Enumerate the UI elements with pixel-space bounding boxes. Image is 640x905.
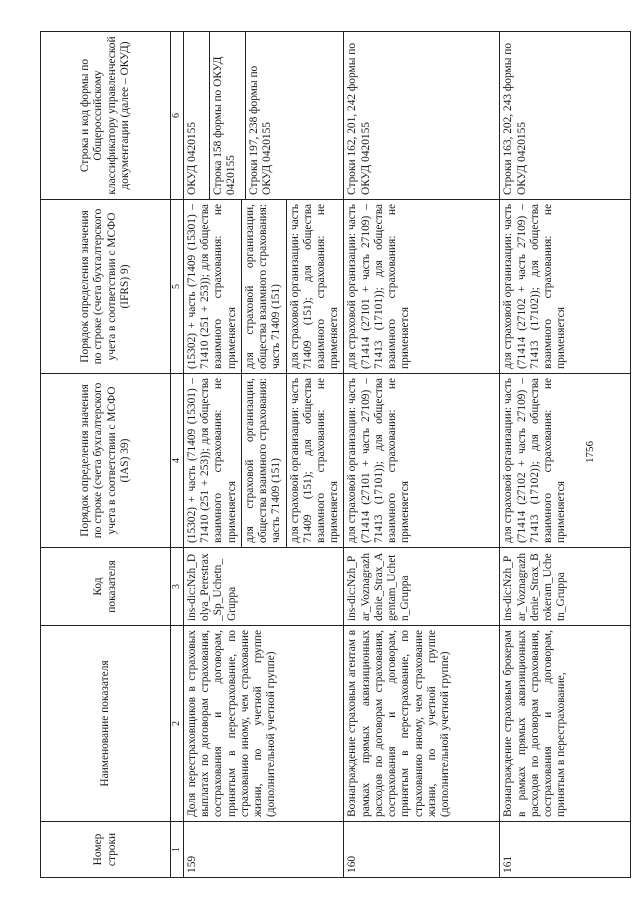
ias39-rule-part: для страховой организации, общества взаимного страхования: часть 71409 (151) [244,374,287,547]
okud-form [184,32,344,200]
ias39-rule: для страховой организации: часть (71414 (27102 + часть 27109) – 71413 (17102)); для общества взаимного страхования: не применяется [500,374,631,548]
okud-form-part: Строка 158 формы по ОКУД 0420155 [212,32,245,199]
okud-form: Строки 163, 202, 243 формы по ОКУД 0420155 [500,32,631,200]
header-indicator-name: Наименование показателя [41,626,171,822]
ifrs9-rule-part: для страховой организации, общества взаимного страхования: часть 71409 (151) [244,200,287,373]
ias39-rule-part: (15302) + часть (71409 (15301) – 71410 (251 + 253)); для общества взаимного страхования: не применяется [184,374,242,547]
column-number: 5 [171,200,184,374]
regulatory-table [40,31,631,878]
header-indicator-code: Код показателя [41,548,171,626]
ifrs9-rule: для страховой организации: часть (71414 (27101 + часть 27109) – 71413 (17101)); для общества взаимного страхования: не применяется [344,200,500,374]
ifrs9-rule-part: (15302) + часть (71409 (15301) – 71410 (251 + 253)); для общества взаимного страхования: не применяется [184,200,242,373]
header-ias39-rule: Порядок определения значения по строке (счета бухгалтерского учета в соответствии с МСФО (IAS) 39) [41,374,171,548]
okud-form: Строки 162, 201, 242 формы по ОКУД 0420155 [344,32,500,200]
page-number: 1756 [584,441,596,463]
ifrs9-rule-part: для страховой организации: часть 71409 (151); для общества взаимного страхования: не применяется [288,204,341,369]
row-number: 159 [184,822,344,878]
indicator-name: Вознаграждение страховым агентам в рамках прямых аквизиционных расходов по договорам страхования, сострахования и договорам, принятым в перестрахование, по страхованию иному, чем страхование жизни, по учетной группе (дополнительной учетной группе) [344,626,500,822]
table-header-row [41,32,171,878]
okud-form-part: ОКУД 0420155 [184,32,210,199]
ias39-rule [184,374,344,548]
table-row-161 [500,32,631,878]
indicator-name: Вознаграждение страховым брокерам в рамках прямых аквизиционных расходов по договорам страхования, сострахования и договорам, принятым в перестрахование, [500,626,631,822]
column-number-row [171,32,184,878]
row-number: 160 [344,822,500,878]
ias39-rule-part: для страховой организации: часть 71409 (151); для общества взаимного страхования: не применяется [288,378,341,543]
okud-form-part: Строки 197, 238 формы по ОКУД 0420155 [247,65,273,195]
header-ifrs9-rule: Порядок определения значения по строке (счета бухгалтерского учета в соответствии с МСФО (IFRS) 9) [41,200,171,374]
column-number: 2 [171,626,184,822]
ifrs9-rule [184,200,344,374]
column-number: 4 [171,374,184,548]
header-row-number: Номер строки [41,822,171,878]
indicator-code: ins-dic:Nzh_Dolya_Perestrax_Sp_Uchetn_Gruppa [184,548,344,626]
indicator-code: ins-dic:Nzh_Par_Voznagrazhdenie_Strax_Brokeram_Uchetn_Gruppa [500,548,631,626]
column-number: 1 [171,822,184,878]
column-number: 6 [171,32,184,200]
table-row-160 [344,32,500,878]
header-okud-form: Строка и код формы по Общероссийскому классификатору управленческой документации (далее – ОКУД) [41,32,171,200]
ifrs9-rule: для страховой организации: часть (71414 (27102 + часть 27109) – 71413 (17102)); для общества взаимного страхования: не применяется [500,200,631,374]
indicator-code: ins-dic:Nzh_Par_Voznagrazhdenie_Strax_Agentam_Uchetn_Gruppa [344,548,500,626]
indicator-name: Доля перестраховщиков в страховых выплатах по договорам страхования, сострахования и договорам, принятым в перестрахование, по страхованию иному, чем страхование жизни, по учетной группе (дополнительной учетной группе) [184,626,344,822]
table-row-159 [184,32,344,878]
row-number: 161 [500,822,631,878]
ias39-rule: для страховой организации: часть (71414 (27101 + часть 27109) – 71413 (17101)); для общества взаимного страхования: не применяется [344,374,500,548]
column-number: 3 [171,548,184,626]
